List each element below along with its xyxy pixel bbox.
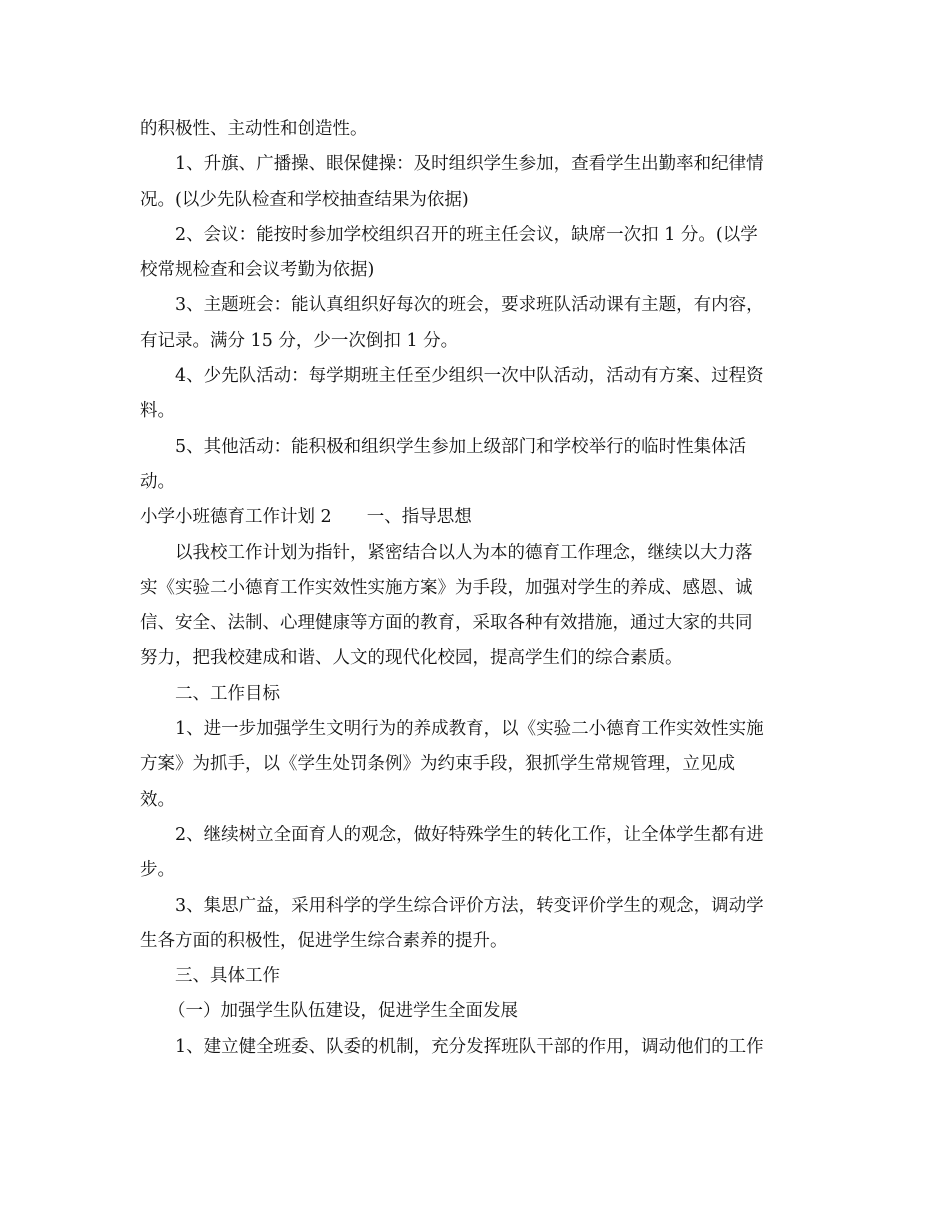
text-line: 况。(以少先队检查和学校抽查结果为依据) xyxy=(140,189,469,210)
text-line: 以我校工作计划为指针，紧密结合以人为本的德育工作理念，继续以大力落 xyxy=(175,542,753,563)
text-line: 4、少先队活动：每学期班主任至少组织一次中队活动，活动有方案、过程资 xyxy=(175,366,764,387)
text-line: 信、安全、法制、心理健康等方面的教育，采取各种有效措施，通过大家的共同 xyxy=(140,613,753,634)
text-line: 有记录。满分 15 分，少一次倒扣 1 分。 xyxy=(140,330,459,351)
text-line: 3、集思广益，采用科学的学生综合评价方法，转变评价学生的观念，调动学 xyxy=(175,895,764,916)
text-line: 5、其他活动：能积极和组织学生参加上级部门和学校举行的临时性集体活 xyxy=(175,436,747,457)
text-line: 1、建立健全班委、队委的机制，充分发挥班队干部的作用，调动他们的工作 xyxy=(175,1036,764,1057)
text-line: 3、主题班会：能认真组织好每次的班会，要求班队活动课有主题，有内容， xyxy=(175,295,764,316)
text-line: 效。 xyxy=(140,789,175,810)
text-line: 2、会议：能按时参加学校组织召开的班主任会议，缺席一次扣 1 分。(以学 xyxy=(175,224,758,245)
section-heading: 二、工作目标 xyxy=(175,683,280,704)
section-heading-line: 小学小班德育工作计划 2 一、指导思想 xyxy=(140,507,472,528)
text-line: 料。 xyxy=(140,401,175,422)
section-heading: 三、具体工作 xyxy=(175,966,280,987)
text-line: 校常规检查和会议考勤为依据) xyxy=(140,260,375,281)
text-line: 1、升旗、广播操、眼保健操：及时组织学生参加，查看学生出勤率和纪律情 xyxy=(175,154,764,175)
document-body xyxy=(140,112,810,1065)
subsection-heading: （一）加强学生队伍建设，促进学生全面发展 xyxy=(168,1001,518,1022)
text-line: 实《实验二小德育工作实效性实施方案》为手段，加强对学生的养成、感恩、诚 xyxy=(140,577,753,598)
text-line: 动。 xyxy=(140,471,175,492)
text-line: 的积极性、主动性和创造性。 xyxy=(140,119,368,139)
text-line: 步。 xyxy=(140,860,175,881)
text-line: 1、进一步加强学生文明行为的养成教育，以《实验二小德育工作实效性实施 xyxy=(175,719,764,740)
text-line: 2、继续树立全面育人的观念，做好特殊学生的转化工作，让全体学生都有进 xyxy=(175,824,764,845)
text-line: 生各方面的积极性，促进学生综合素养的提升。 xyxy=(140,930,508,951)
text-line: 努力，把我校建成和谐、人文的现代化校园，提高学生们的综合素质。 xyxy=(140,648,683,669)
text-line: 方案》为抓手，以《学生处罚条例》为约束手段，狠抓学生常规管理，立见成 xyxy=(140,754,735,775)
